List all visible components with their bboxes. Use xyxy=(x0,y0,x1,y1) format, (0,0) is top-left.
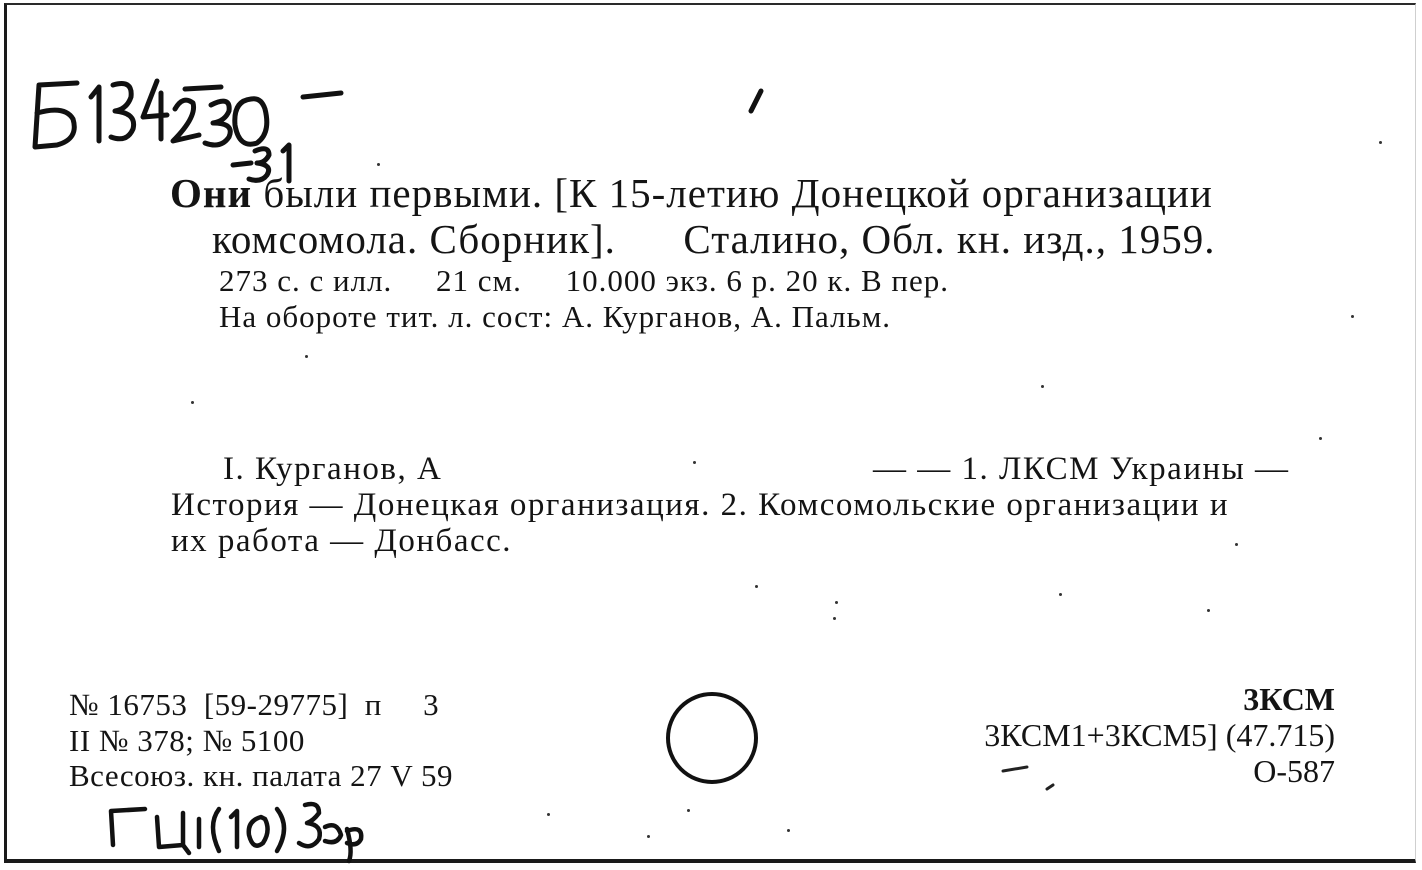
stray-marks xyxy=(997,761,1067,801)
speck xyxy=(687,809,690,812)
registry-line-1: № 16753 [59-29775] п 3 xyxy=(69,687,440,722)
speck xyxy=(1059,593,1062,596)
speck xyxy=(1235,543,1238,546)
punch-hole xyxy=(657,683,767,793)
subject-line-2: История — Донецкая организация. 2. Комсомольские организации и xyxy=(171,487,1229,523)
catalog-card xyxy=(4,3,1416,863)
speck xyxy=(647,835,650,838)
handwritten-classification xyxy=(111,804,361,861)
speck xyxy=(547,813,550,816)
registry-line-2: II № 378; № 5100 xyxy=(69,723,305,758)
title-first-word: Они xyxy=(170,170,253,216)
subject-line-1: — — 1. ЛКСМ Украины — xyxy=(873,451,1290,487)
subject-line-3: их работа — Донбасс. xyxy=(171,523,513,559)
speck xyxy=(305,355,308,358)
classification-code: 3КСМ xyxy=(1243,681,1335,717)
speck xyxy=(191,401,194,404)
registry-line-3: Всесоюз. кн. палата 27 V 59 xyxy=(69,758,453,793)
speck xyxy=(833,617,836,620)
title-line-1-rest: были первыми. [К 15-летию Донецкой организации xyxy=(252,170,1213,216)
speck xyxy=(1351,315,1354,318)
speck xyxy=(377,163,380,166)
physical-description: 273 с. с илл. 21 см. 10.000 экз. 6 р. 20 к. В пер. xyxy=(219,263,949,298)
author-mark: О-587 xyxy=(1253,753,1335,789)
author-entry: I. Курганов, А xyxy=(223,451,443,487)
speck xyxy=(787,829,790,832)
title-line-1 xyxy=(170,170,1213,216)
speck xyxy=(835,601,838,604)
compiler-note: На обороте тит. л. сост: А. Курганов, А. Пальм. xyxy=(219,299,892,334)
speck xyxy=(1041,385,1044,388)
speck xyxy=(1319,437,1322,440)
speck xyxy=(693,461,696,464)
title-line-2: комсомола. Сборник]. Сталино, Обл. кн. изд., 1959. xyxy=(212,216,1216,262)
speck xyxy=(1379,141,1382,144)
speck xyxy=(755,585,758,588)
classification-index: 3КСМ1+3КСМ5] (47.715) xyxy=(984,717,1335,753)
speck xyxy=(1207,609,1210,612)
